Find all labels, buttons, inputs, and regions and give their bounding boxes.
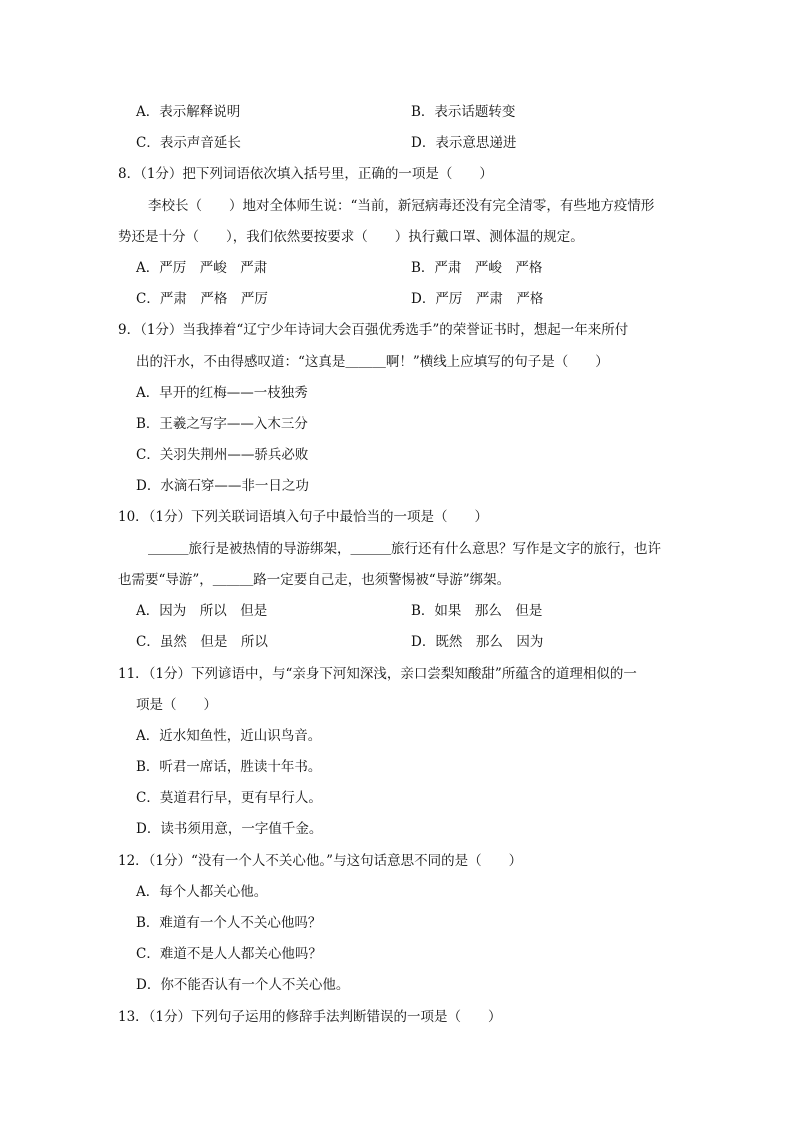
q7-option-c: C．表示声音延长 bbox=[136, 135, 241, 151]
q8-option-a: A．严厉 严峻 严肃 bbox=[136, 260, 268, 276]
q10-passage-line-1: ＿＿＿旅行是被热情的导游绑架，＿＿＿旅行还有什么意思？写作是文字的旅行，也许 bbox=[148, 541, 661, 557]
q12-option-b: B．难道有一个人不关心他吗？ bbox=[136, 915, 322, 931]
q11-stem-line-2: 项是（ ） bbox=[136, 697, 217, 713]
q10-option-c: C．虽然 但是 所以 bbox=[136, 634, 268, 650]
q9-option-d: D．水滴石穿——非一日之功 bbox=[136, 478, 309, 494]
q10-option-b: B．如果 那么 但是 bbox=[411, 603, 543, 619]
q9-option-c: C．关羽失荆州——骄兵必败 bbox=[136, 447, 309, 463]
q8-stem: 8．（1分）把下列词语依次填入括号里，正确的一项是（ ） bbox=[118, 166, 493, 182]
q13-stem: 13．（1分）下列句子运用的修辞手法判断错误的一项是（ ） bbox=[118, 1009, 502, 1025]
q10-passage-line-2: 也需要“导游”，＿＿＿路一定要自己走，也须警惕被“导游”绑架。 bbox=[118, 572, 511, 588]
q7-option-a: A．表示解释说明 bbox=[136, 104, 241, 120]
q9-stem-line-1: 9．（1分）当我捧着“辽宁少年诗词大会百强优秀选手”的荣誉证书时，想起一年来所付 bbox=[118, 322, 629, 338]
q10-stem: 10．（1分）下列关联词语填入句子中最恰当的一项是（ ） bbox=[118, 509, 489, 525]
q8-option-c: C．严肃 严格 严厉 bbox=[136, 291, 268, 307]
q12-option-d: D．你不能否认有一个人不关心他。 bbox=[136, 977, 350, 993]
q8-passage-line-2: 势还是十分（ ），我们依然要按要求（ ）执行戴口罩、测体温的规定。 bbox=[118, 229, 584, 245]
q7-option-b: B．表示话题转变 bbox=[411, 104, 516, 120]
q7-option-d: D．表示意思递进 bbox=[411, 135, 517, 151]
q12-stem: 12．（1分）“没有一个人不关心他。”与这句话意思不同的是（ ） bbox=[118, 853, 523, 869]
q8-option-d: D．严厉 严肃 严格 bbox=[411, 291, 544, 307]
q9-option-a: A．早开的红梅——一枝独秀 bbox=[136, 385, 308, 401]
q9-option-b: B．王羲之写字——入木三分 bbox=[136, 416, 308, 432]
q8-passage-line-1: 李校长（ ）地对全体师生说：“当前，新冠病毒还没有完全清零，有些地方疫情形 bbox=[148, 198, 655, 214]
q11-option-d: D．读书须用意，一字值千金。 bbox=[136, 821, 323, 837]
q10-option-a: A．因为 所以 但是 bbox=[136, 603, 268, 619]
q12-option-a: A．每个人都关心他。 bbox=[136, 884, 268, 900]
q10-option-d: D．既然 那么 因为 bbox=[411, 634, 544, 650]
q12-option-c: C．难道不是人人都关心他吗？ bbox=[136, 946, 322, 962]
q11-option-a: A．近水知鱼性，近山识鸟音。 bbox=[136, 728, 322, 744]
q11-option-b: B．听君一席话，胜读十年书。 bbox=[136, 759, 322, 775]
q8-option-b: B．严肃 严峻 严格 bbox=[411, 260, 543, 276]
q11-stem-line-1: 11．（1分）下列谚语中，与“亲身下河知深浅，亲口尝梨知酸甜”所蕴含的道理相似的一 bbox=[118, 666, 637, 682]
q11-option-c: C．莫道君行早，更有早行人。 bbox=[136, 790, 322, 806]
q9-stem-line-2: 出的汗水，不由得感叹道：“这真是＿＿＿啊！”横线上应填写的句子是（ ） bbox=[136, 354, 609, 370]
